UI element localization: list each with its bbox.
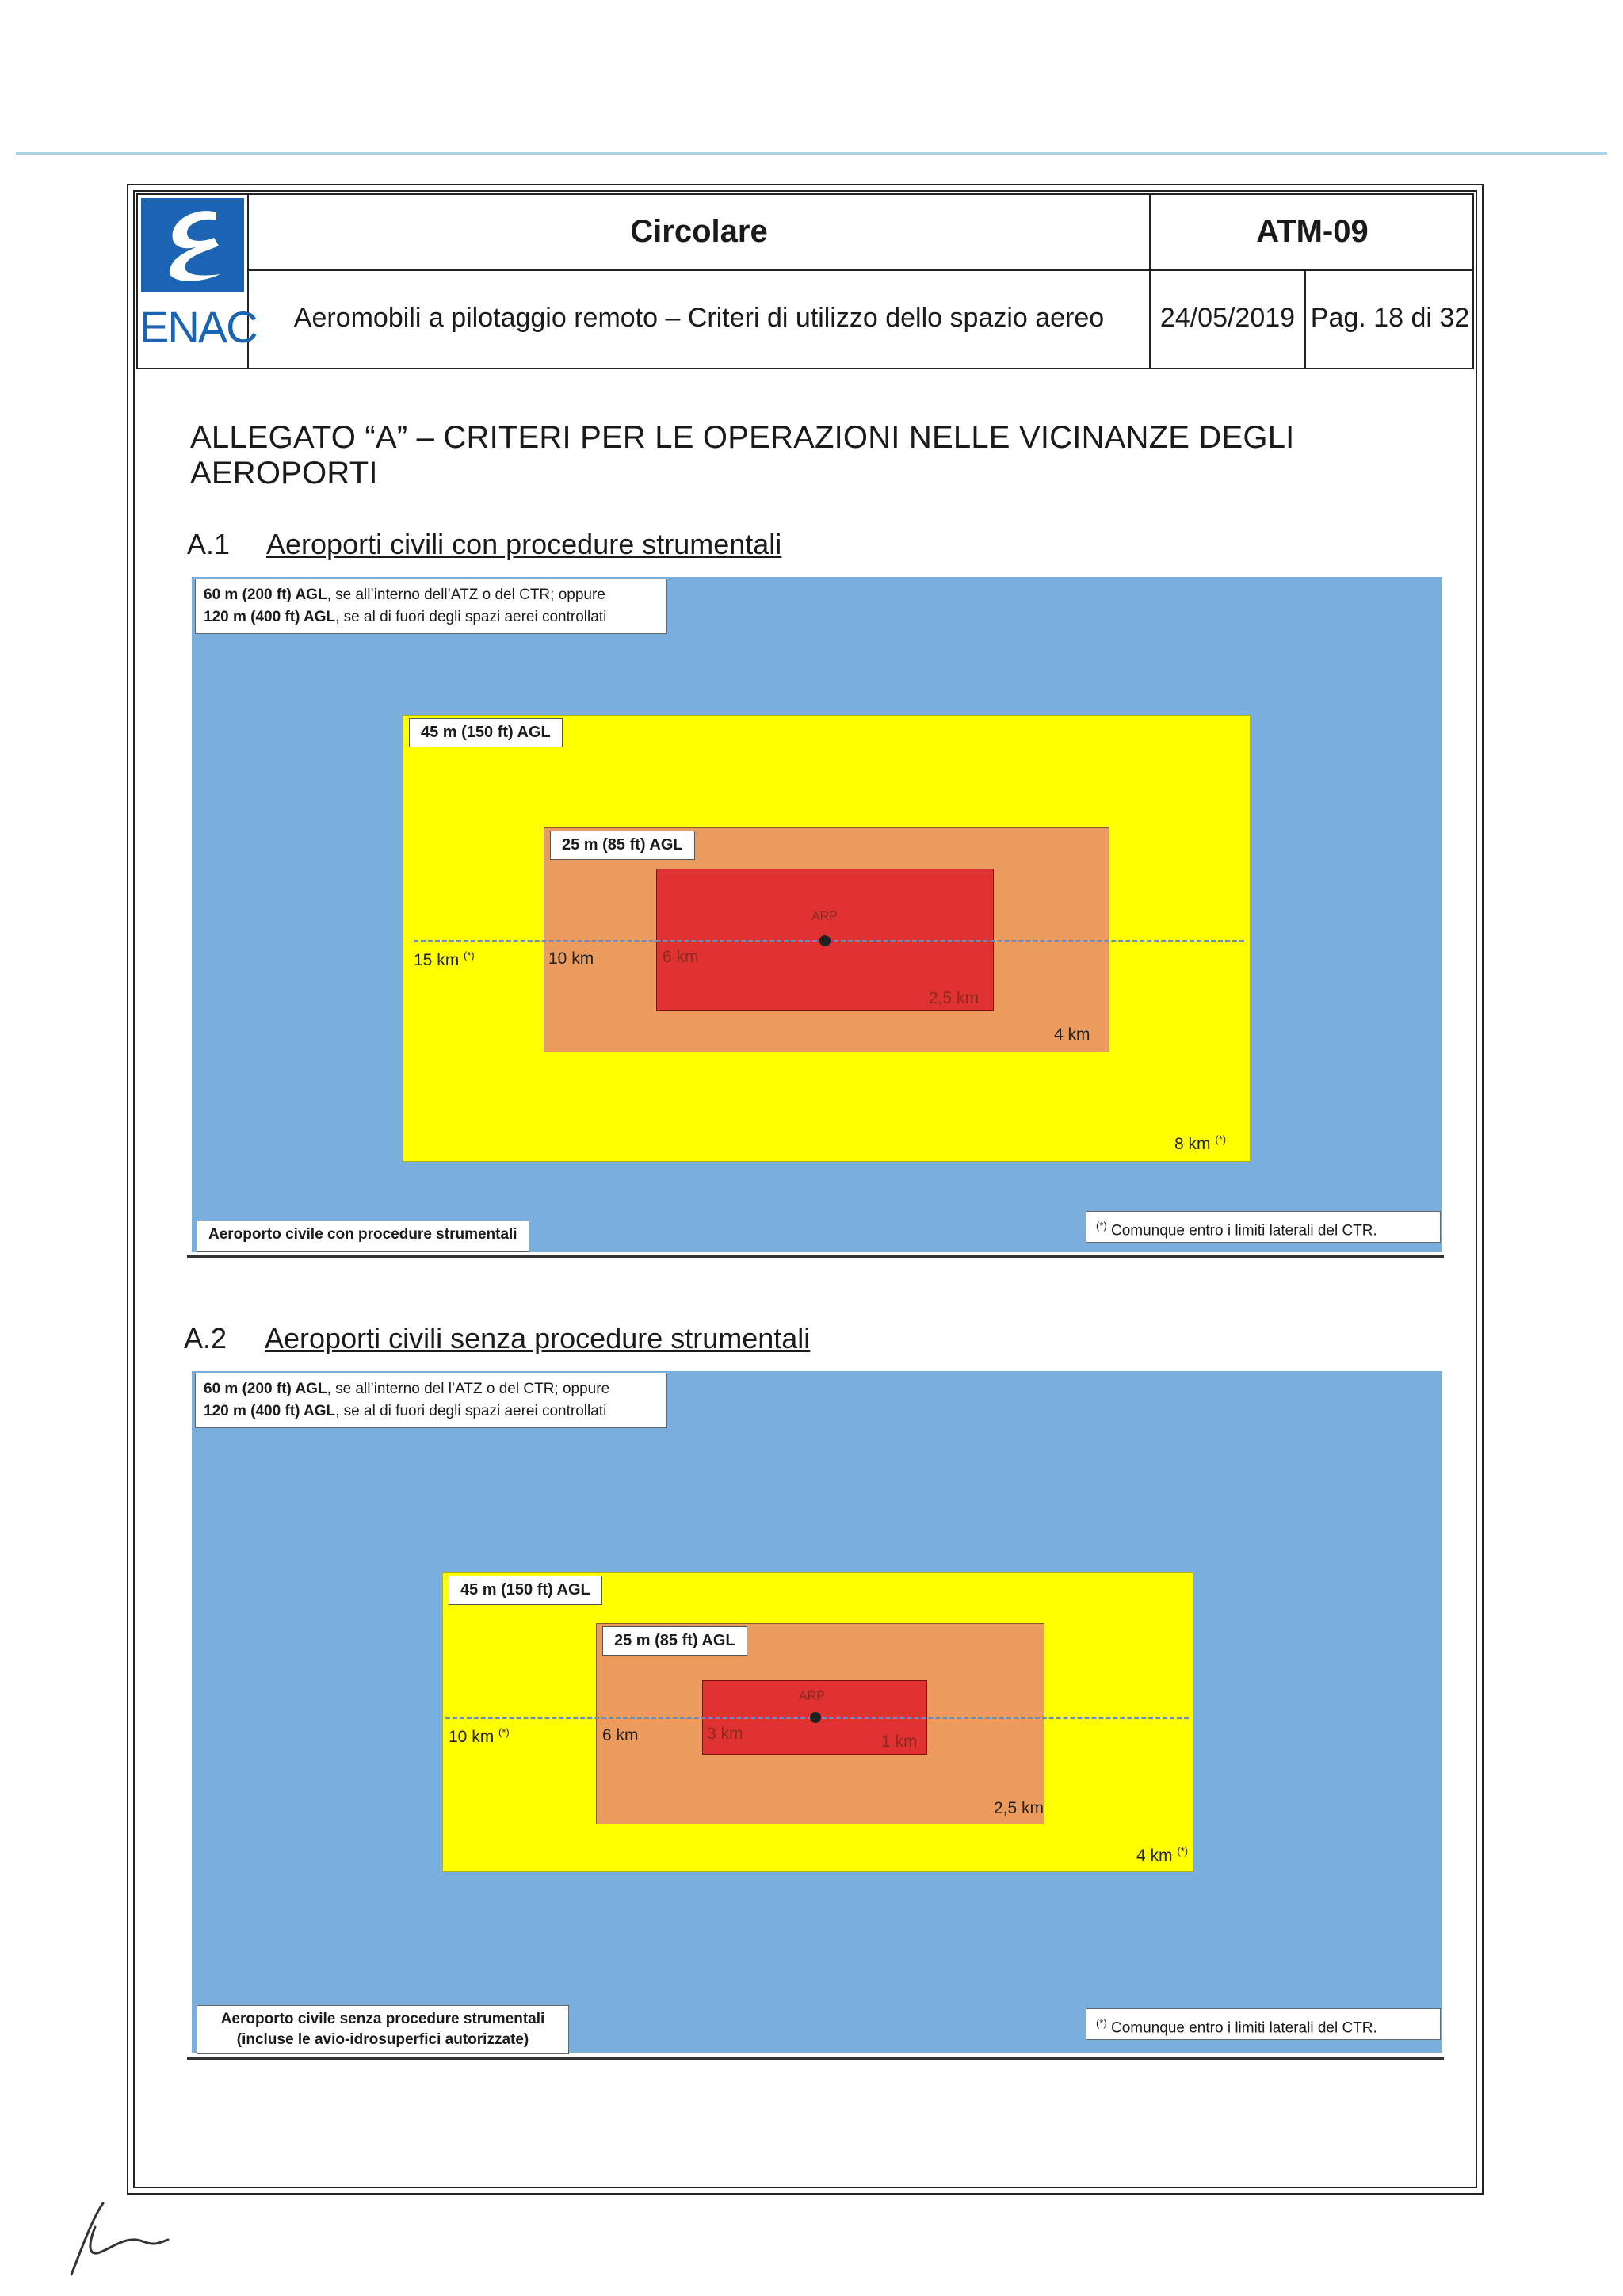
distance-yellow-height: 8 km (*) — [1174, 1133, 1227, 1153]
diagram-a1-caption: Aeroporto civile con procedure strumentali — [197, 1221, 529, 1252]
distance-orange-height: 2,5 km — [994, 1799, 1044, 1817]
top-rule — [16, 152, 1607, 155]
yellow-zone-altitude: 45 m (150 ft) AGL — [449, 1576, 602, 1605]
doc-date: 24/05/2019 — [1159, 303, 1296, 333]
distance-yellow-width: 15 km (*) — [414, 949, 475, 969]
arp-point — [810, 1712, 821, 1723]
section-a2-title: Aeroporti civili senza procedure strumentali — [265, 1322, 811, 1354]
orange-zone-altitude: 25 m (85 ft) AGL — [550, 831, 695, 860]
distance-orange-width: 6 km — [602, 1726, 639, 1744]
altitude-limits-note: 60 m (200 ft) AGL, se all’interno dell’ATZ o del CTR; oppure 120 m (400 ft) AGL, se al di fuori degli spazi aerei controllati — [195, 579, 667, 634]
page-number: Pag. 18 di 32 — [1310, 303, 1470, 333]
header-divider — [247, 269, 1474, 271]
distance-red-height: 1 km — [881, 1733, 918, 1751]
distance-yellow-height: 4 km (*) — [1136, 1845, 1189, 1865]
orange-zone-altitude: 25 m (85 ft) AGL — [602, 1626, 747, 1656]
distance-red-height: 2,5 km — [929, 989, 980, 1007]
diagram-a1 — [192, 577, 1442, 1252]
arp-point — [819, 935, 831, 946]
diagram-a2-rule — [187, 2057, 1444, 2060]
arp-label: ARP — [799, 1690, 825, 1703]
distance-yellow-width: 10 km (*) — [449, 1726, 510, 1746]
distance-orange-height: 4 km — [1054, 1026, 1090, 1044]
ctr-limit-note: (*) Comunque entro i limiti laterali del CTR. — [1086, 2008, 1441, 2040]
doc-code: ATM-09 — [1256, 214, 1369, 249]
distance-orange-width: 10 km — [548, 949, 594, 968]
ctr-limit-note: (*) Comunque entro i limiti laterali del CTR. — [1086, 1211, 1441, 1243]
section-a1-title: Aeroporti civili con procedure strumentali — [266, 528, 782, 560]
doc-type-title: Circolare — [630, 214, 768, 249]
enac-logo-text: ENAC — [139, 302, 257, 352]
diagram-a1-rule — [187, 1255, 1444, 1258]
enac-logo-mark — [141, 198, 244, 292]
doc-subtitle: Aeromobili a pilotaggio remoto – Criteri di utilizzo dello spazio aereo — [293, 303, 1105, 333]
section-a1-number: A.1 — [187, 528, 231, 560]
handwritten-initials — [40, 2195, 182, 2286]
altitude-limits-note: 60 m (200 ft) AGL, se all’interno del l’ATZ o del CTR; oppure 120 m (400 ft) AGL, se al di fuori degli spazi aerei controllati — [195, 1373, 667, 1428]
section-a2-number: A.2 — [184, 1322, 227, 1354]
diagram-a2-caption: Aeroporto civile senza procedure strumentali (incluse le avio-idrosuperfici autorizzate) — [197, 2005, 569, 2054]
arp-label: ARP — [812, 910, 838, 923]
yellow-zone-altitude: 45 m (150 ft) AGL — [409, 718, 563, 747]
annex-title: ALLEGATO “A” – CRITERI PER LE OPERAZIONI NELLE VICINANZE DEGLI AEROPORTI — [190, 420, 1295, 491]
diagram-a2 — [192, 1371, 1442, 2053]
distance-red-width: 3 km — [707, 1725, 743, 1743]
distance-red-width: 6 km — [663, 948, 699, 966]
